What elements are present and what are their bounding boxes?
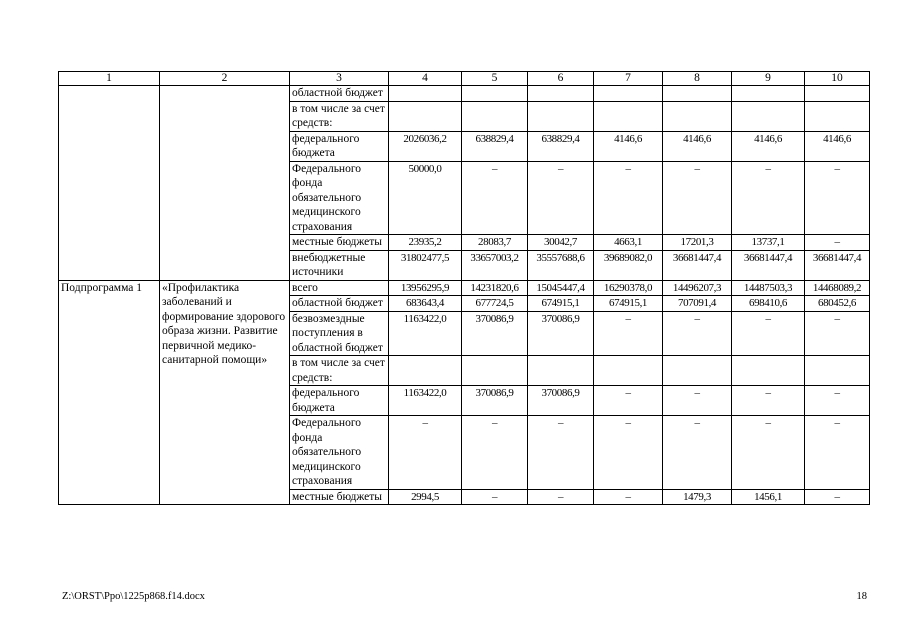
amount-cell — [663, 356, 732, 386]
amount-cell: – — [663, 416, 732, 490]
funding-source-label: федерального бюджета — [290, 386, 389, 416]
amount-cell: – — [528, 161, 594, 235]
amount-cell — [462, 101, 528, 131]
amount-cell: 50000,0 — [389, 161, 462, 235]
column-number-cell: 6 — [528, 72, 594, 86]
amount-cell — [462, 356, 528, 386]
amount-cell: 4146,6 — [663, 131, 732, 161]
funding-source-label: Федерального фонда обязательного медицинского страхования — [290, 416, 389, 490]
amount-cell: – — [528, 489, 594, 505]
funding-source-label: федерального бюджета — [290, 131, 389, 161]
amount-cell — [594, 101, 663, 131]
amount-cell: – — [732, 386, 805, 416]
column-number-cell: 7 — [594, 72, 663, 86]
amount-cell: 1456,1 — [732, 489, 805, 505]
funding-source-label: областной бюджет — [290, 296, 389, 312]
amount-cell: – — [528, 416, 594, 490]
amount-cell: 1163422,0 — [389, 311, 462, 356]
funding-source-label: в том числе за счет средств: — [290, 356, 389, 386]
program-title-cell: «Профилактика заболеваний и формирование здорового образа жизни. Развитие первичной медико-санитарной помощи» — [160, 280, 290, 505]
amount-cell: 4146,6 — [805, 131, 870, 161]
column-number-cell: 8 — [663, 72, 732, 86]
amount-cell: 36681447,4 — [805, 250, 870, 280]
amount-cell: – — [594, 161, 663, 235]
amount-cell: 2026036,2 — [389, 131, 462, 161]
amount-cell: 674915,1 — [594, 296, 663, 312]
amount-cell: – — [594, 416, 663, 490]
amount-cell: 31802477,5 — [389, 250, 462, 280]
amount-cell: 14468089,2 — [805, 280, 870, 296]
budget-table — [58, 71, 870, 505]
amount-cell: – — [389, 416, 462, 490]
amount-cell: 638829,4 — [462, 131, 528, 161]
amount-cell: – — [732, 161, 805, 235]
amount-cell: 683643,4 — [389, 296, 462, 312]
amount-cell — [594, 86, 663, 102]
amount-cell: 1163422,0 — [389, 386, 462, 416]
amount-cell: 2994,5 — [389, 489, 462, 505]
amount-cell: – — [663, 161, 732, 235]
amount-cell: 370086,9 — [528, 386, 594, 416]
amount-cell: 14231820,6 — [462, 280, 528, 296]
funding-source-label: внебюджетные источники — [290, 250, 389, 280]
amount-cell — [594, 356, 663, 386]
amount-cell: – — [594, 311, 663, 356]
amount-cell — [663, 101, 732, 131]
program-name-cell: Подпрограмма 1 — [59, 280, 160, 505]
amount-cell: – — [805, 311, 870, 356]
amount-cell: – — [462, 416, 528, 490]
amount-cell: 13956295,9 — [389, 280, 462, 296]
column-number-cell: 5 — [462, 72, 528, 86]
amount-cell: – — [663, 311, 732, 356]
amount-cell — [389, 101, 462, 131]
column-number-cell: 4 — [389, 72, 462, 86]
amount-cell: 4146,6 — [594, 131, 663, 161]
amount-cell: 707091,4 — [663, 296, 732, 312]
amount-cell: 36681447,4 — [732, 250, 805, 280]
amount-cell — [528, 356, 594, 386]
amount-cell: 698410,6 — [732, 296, 805, 312]
funding-source-label: местные бюджеты — [290, 489, 389, 505]
amount-cell: 674915,1 — [528, 296, 594, 312]
amount-cell — [805, 101, 870, 131]
amount-cell — [389, 86, 462, 102]
column-number-cell: 10 — [805, 72, 870, 86]
amount-cell: 638829,4 — [528, 131, 594, 161]
amount-cell — [732, 356, 805, 386]
column-number-cell: 2 — [160, 72, 290, 86]
amount-cell: – — [462, 161, 528, 235]
amount-cell: 33657003,2 — [462, 250, 528, 280]
amount-cell: 4663,1 — [594, 235, 663, 251]
table-row — [59, 280, 870, 296]
amount-cell: – — [732, 311, 805, 356]
amount-cell: – — [805, 416, 870, 490]
table-row — [59, 86, 870, 102]
funding-source-label: местные бюджеты — [290, 235, 389, 251]
funding-source-label: областной бюджет — [290, 86, 389, 102]
amount-cell: 15045447,4 — [528, 280, 594, 296]
program-name-cell — [59, 86, 160, 281]
amount-cell — [528, 86, 594, 102]
column-number-header-row — [59, 72, 870, 86]
page-number: 18 — [856, 591, 867, 602]
amount-cell: – — [663, 386, 732, 416]
column-number-cell: 3 — [290, 72, 389, 86]
amount-cell — [389, 356, 462, 386]
amount-cell — [462, 86, 528, 102]
funding-source-label: в том числе за счет средств: — [290, 101, 389, 131]
amount-cell: 677724,5 — [462, 296, 528, 312]
amount-cell — [528, 101, 594, 131]
funding-source-label: Федерального фонда обязательного медицинского страхования — [290, 161, 389, 235]
amount-cell: 680452,6 — [805, 296, 870, 312]
amount-cell: 14496207,3 — [663, 280, 732, 296]
amount-cell: 4146,6 — [732, 131, 805, 161]
amount-cell: 370086,9 — [528, 311, 594, 356]
amount-cell: 36681447,4 — [663, 250, 732, 280]
amount-cell — [663, 86, 732, 102]
column-number-cell: 9 — [732, 72, 805, 86]
amount-cell: – — [462, 489, 528, 505]
footer-file-path: Z:\ORST\Ppo\1225p868.f14.docx — [62, 591, 205, 602]
amount-cell: – — [805, 161, 870, 235]
funding-source-label: безвозмездные поступления в областной бюджет — [290, 311, 389, 356]
amount-cell: 1479,3 — [663, 489, 732, 505]
amount-cell: 30042,7 — [528, 235, 594, 251]
amount-cell: 16290378,0 — [594, 280, 663, 296]
amount-cell: – — [594, 489, 663, 505]
program-title-cell — [160, 86, 290, 281]
amount-cell: – — [594, 386, 663, 416]
amount-cell: – — [805, 489, 870, 505]
amount-cell: 14487503,3 — [732, 280, 805, 296]
amount-cell: – — [805, 235, 870, 251]
amount-cell — [732, 86, 805, 102]
amount-cell — [732, 101, 805, 131]
amount-cell: – — [732, 416, 805, 490]
amount-cell: 370086,9 — [462, 311, 528, 356]
amount-cell: – — [805, 386, 870, 416]
amount-cell: 28083,7 — [462, 235, 528, 251]
amount-cell — [805, 86, 870, 102]
amount-cell: 39689082,0 — [594, 250, 663, 280]
amount-cell: 23935,2 — [389, 235, 462, 251]
amount-cell: 17201,3 — [663, 235, 732, 251]
amount-cell: 13737,1 — [732, 235, 805, 251]
amount-cell: 370086,9 — [462, 386, 528, 416]
funding-source-label: всего — [290, 280, 389, 296]
amount-cell — [805, 356, 870, 386]
amount-cell: 35557688,6 — [528, 250, 594, 280]
column-number-cell: 1 — [59, 72, 160, 86]
